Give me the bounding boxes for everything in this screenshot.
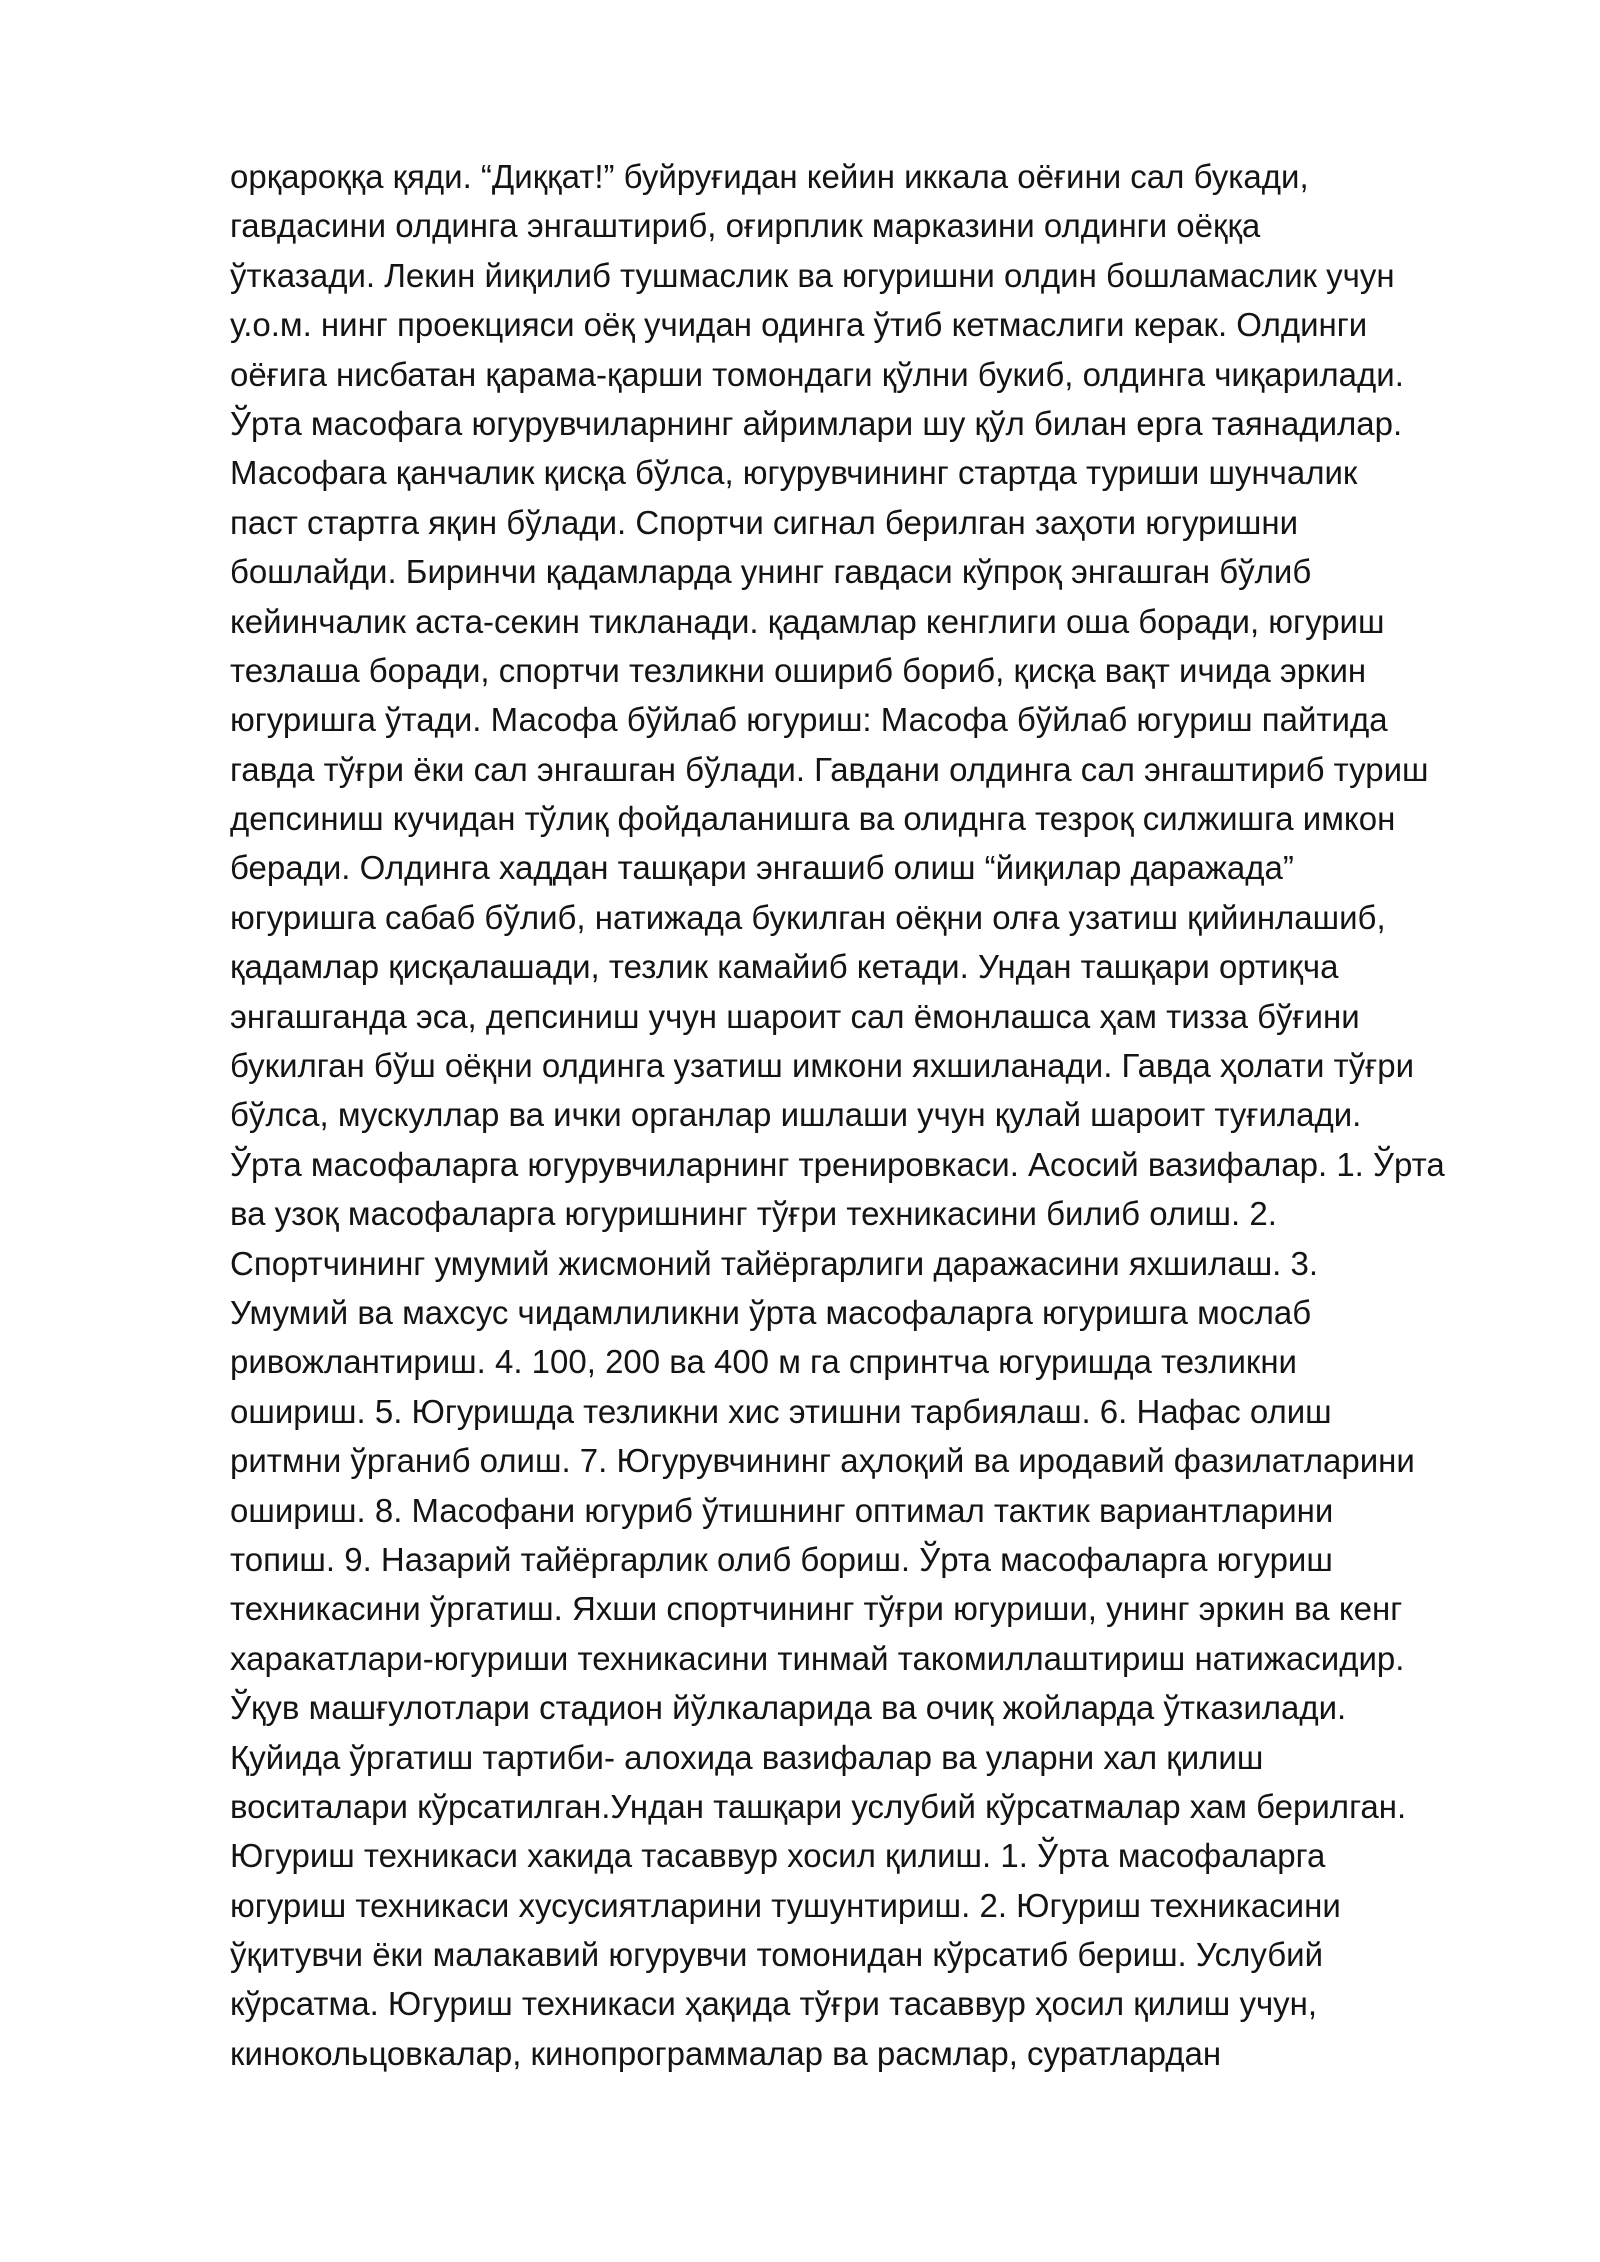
text-line: бўлса, мускуллар ва ички органлар ишлаши учун қулай шароит туғилади. [230, 1096, 1362, 1134]
text-line: кўрсатма. Югуриш техникаси ҳақида тўғри тасаввур ҳосил қилиш учун, [230, 1985, 1318, 2023]
text-line: паст стартга яқин бўлади. Спортчи сигнал берилган заҳоти югуришни [230, 503, 1299, 541]
text-line: югуришга ўтади. Масофа бўйлаб югуриш: Масофа бўйлаб югуриш пайтида [230, 701, 1388, 739]
text-line: гавда тўғри ёки сал энгашган бўлади. Гавдани олдинга сал энгаштириб туриш [230, 750, 1429, 788]
text-line: гавдасини олдинга энгаштириб, оғирплик марказини олдинги оёққа [230, 207, 1261, 245]
text-line: бошлайди. Биринчи қадамларда унинг гавдаси кўпроқ энгашган бўлиб [230, 553, 1312, 591]
text-line: топиш. 9. Назарий тайёргарлик олиб бориш. Ўрта масофаларга югуриш [230, 1540, 1333, 1578]
text-line: техникасини ўргатиш. Яхши спортчининг тўғри югуриши, унинг эркин ва кенг [230, 1590, 1403, 1628]
text-line: беради. Олдинга хаддан ташқари энгашиб олиш “йиқилар даражада” [230, 849, 1294, 887]
text-line: харакатлари-югуриши техникасини тинмай такомиллаштириш натижасидир. [230, 1639, 1405, 1677]
text-line: у.о.м. нинг проекцияси оёқ учидан одинга ўтиб кетмаслиги керак. Олдинги [230, 306, 1368, 344]
text-line: ва узоқ масофаларга югуришнинг тўғри техникасини билиб олиш. 2. [230, 1195, 1277, 1233]
text-line: Умумий ва махсус чидамлиликни ўрта масофаларга югуришга мослаб [230, 1293, 1312, 1331]
text-line: Масофага қанчалик қисқа бўлса, югурувчининг стартда туриши шунчалик [230, 454, 1358, 492]
text-line: энгашганда эса, депсиниш учун шароит сал ёмонлашса ҳам тизза бўғини [230, 997, 1360, 1035]
text-line: ошириш. 8. Масофани югуриб ўтишнинг оптимал тактик вариантларини [230, 1491, 1334, 1529]
text-line: Югуриш техникаси хакида тасаввур хосил қилиш. 1. Ўрта масофаларга [230, 1837, 1326, 1875]
text-line: югуришга сабаб бўлиб, натижада букилган оёқни олға узатиш қийинлашиб, [230, 898, 1386, 936]
text-line: кейинчалик аста-секин тикланади. қадамлар кенглиги оша боради, югуриш [230, 602, 1385, 640]
text-line: югуриш техникаси хусусиятларини тушунтириш. 2. Югуриш техникасини [230, 1886, 1341, 1924]
text-line: воситалари кўрсатилган.Ундан ташқари услубий кўрсатмалар хам берилган. [230, 1787, 1407, 1825]
text-line: Ўрта масофаларга югурувчиларнинг тренировкаси. Асосий вазифалар. 1. Ўрта [230, 1145, 1445, 1183]
text-line: кинокольцовкалар, кинопрограммалар ва расмлар, суратлардан [230, 2034, 1222, 2072]
text-line: ритмни ўрганиб олиш. 7. Югурувчининг аҳлоқий ва иродавий фазилатларини [230, 1442, 1415, 1480]
text-line: қадамлар қисқалашади, тезлик камайиб кетади. Ундан ташқари ортиқча [230, 948, 1339, 986]
text-line: ўқитувчи ёки малакавий югурувчи томонидан кўрсатиб бериш. Услубий [230, 1936, 1324, 1974]
text-line: оёғига нисбатан қарама-қарши томондаги қўлни букиб, олдинга чиқарилади. [230, 355, 1404, 393]
text-line: букилган бўш оёқни олдинга узатиш имкони яхшиланади. Гавда ҳолати тўғри [230, 1047, 1415, 1085]
text-line: орқароққа қяди. “Диққат!” буйруғидан кейин иккала оёғини сал букади, [230, 158, 1309, 195]
text-line: ўтказади. Лекин йиқилиб тушмаслик ва югуришни олдин бошламаслик учун [230, 256, 1395, 294]
text-line: тезлаша боради, спортчи тезликни ошириб бориб, қисқа вақт ичида эркин [230, 651, 1367, 689]
text-line: ривожлантириш. 4. 100, 200 ва 400 м га спринтча югуришда тезликни [230, 1343, 1297, 1381]
text-line: ошириш. 5. Югуришда тезликни хис этишни тарбиялаш. 6. Нафас олиш [230, 1392, 1332, 1430]
text-line: Ўрта масофага югурувчиларнинг айримлари шу қўл билан ерга таянадилар. [230, 404, 1403, 442]
text-line: Ўқув машғулотлари стадион йўлкаларида ва очиқ жойларда ўтказилади. [230, 1689, 1347, 1727]
text-line: Спортчининг умумий жисмоний тайёргарлиги даражасини яхшилаш. 3. [230, 1244, 1319, 1282]
text-line: Қуйида ўргатиш тартиби- алохида вазифалар ва уларни хал қилиш [230, 1738, 1264, 1776]
body-text [230, 152, 1530, 2078]
text-line: депсиниш кучидан тўлиқ фойдаланишга ва олиднга тезроқ силжишга имкон [230, 800, 1396, 838]
